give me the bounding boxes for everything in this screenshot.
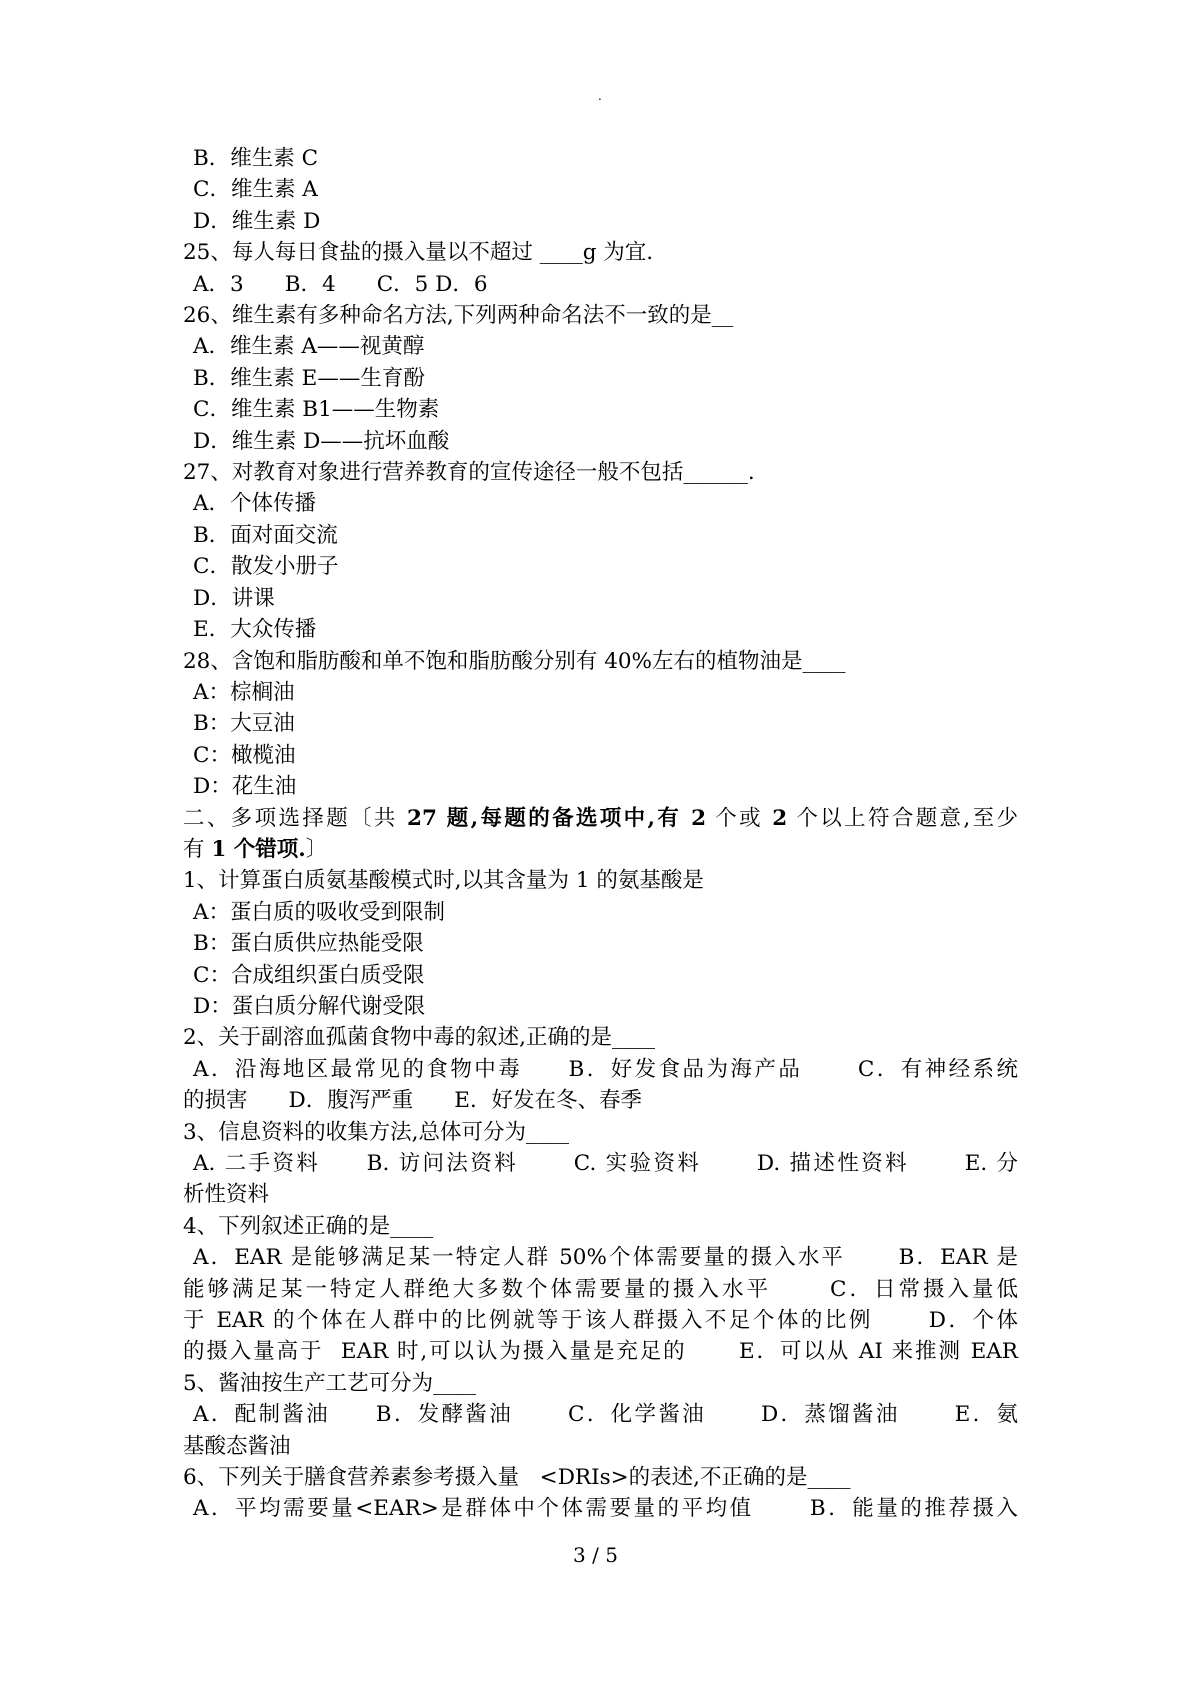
option-a-mq1: A：蛋白质的吸收受到限制 — [193, 899, 446, 925]
question-25: 25、每人每日食盐的摄入量以不超过 ____g 为宜. — [183, 240, 654, 266]
document-body — [183, 143, 1018, 1525]
option-a-q27: A．个体传播 — [193, 491, 317, 517]
option-d-mq1: D：蛋白质分解代谢受限 — [193, 993, 426, 1019]
options-mq2: A．沿海地区最常见的食物中毒 B．好发食品为海产品 C．有神经系统 — [193, 1056, 1018, 1082]
mq-question-4: 4、下列叙述正确的是____ — [183, 1213, 434, 1239]
option-b-q24: B．维生素 C — [193, 146, 319, 171]
mq-question-6: 6、下列关于膳食营养素参考摄入量 <DRIs>的表述,不正确的是____ — [183, 1465, 851, 1491]
options-mq5-cont: 基酸态酱油 — [183, 1433, 291, 1459]
options-mq6: A．平均需要量<EAR>是群体中个体需要量的平均值 B．能量的推荐摄入 — [193, 1496, 1018, 1522]
options-mq3: A. 二手资料 B. 访问法资料 C. 实验资料 D. 描述性资料 E. 分 — [193, 1151, 1018, 1176]
options-mq4-cont-3: 的摄入量高于 EAR 时,可以认为摄入量是充足的 E．可以从 AI 来推测 EAR — [183, 1339, 1018, 1365]
option-a-q28: A：棕榈油 — [193, 679, 295, 705]
options-mq4: A．EAR 是能够满足某一特定人群 50%个体需要量的摄入水平 B．EAR 是 — [193, 1245, 1018, 1271]
question-28: 28、含饱和脂肪酸和单不饱和脂肪酸分别有 40%左右的植物油是____ — [183, 648, 846, 674]
option-e-q27: E．大众传播 — [193, 617, 317, 643]
option-c-q26: C．维生素 B1——生物素 — [193, 397, 440, 423]
options-mq5: A．配制酱油 B．发酵酱油 C．化学酱油 D．蒸馏酱油 E．氨 — [193, 1402, 1018, 1428]
header-dot: . — [598, 89, 602, 103]
option-d-q27: D．讲课 — [193, 585, 275, 611]
mq-question-1: 1、计算蛋白质氨基酸模式时,以其含量为 1 的氨基酸是 — [183, 868, 704, 894]
options-mq4-cont-2: 于 EAR 的个体在人群中的比例就等于该人群摄入不足个体的比例 D．个体 — [183, 1308, 1018, 1334]
options-mq3-cont: 析性资料 — [183, 1182, 270, 1208]
options-mq4-cont-1: 能够满足某一特定人群绝大多数个体需要量的摄入水平 C．日常摄入量低 — [183, 1276, 1018, 1302]
option-d-q28: D：花生油 — [193, 774, 297, 800]
mq-question-3: 3、信息资料的收集方法,总体可分为____ — [183, 1119, 570, 1145]
option-d-q26: D．维生素 D——抗坏血酸 — [193, 428, 450, 454]
section-2-heading-cont: 有 1 个错项.〕 — [183, 836, 328, 862]
option-b-q28: B：大豆油 — [193, 711, 295, 737]
options-q25: A．3 B．4 C．5 D．6 — [193, 271, 488, 297]
options-mq2-cont: 的损害 D．腹泻严重 E．好发在冬、春季 — [183, 1088, 642, 1114]
option-b-mq1: B：蛋白质供应热能受限 — [193, 931, 424, 957]
question-26: 26、维生素有多种命名方法,下列两种命名法不一致的是__ — [183, 303, 734, 329]
option-c-q27: C．散发小册子 — [193, 554, 339, 580]
option-c-q24: C．维生素 A — [193, 177, 318, 203]
option-c-q28: C：橄榄油 — [193, 742, 296, 768]
question-27: 27、对教育对象进行营养教育的宣传途径一般不包括______. — [183, 460, 755, 486]
mq-question-5: 5、酱油按生产工艺可分为____ — [183, 1370, 477, 1396]
option-b-q26: B．维生素 E——生育酚 — [193, 365, 425, 391]
section-2-heading: 二、多项选择题〔共 27 题,每题的备选项中,有 2 个或 2 个以上符合题意,至少 — [183, 805, 1018, 831]
page-number: 3 / 5 — [573, 1543, 618, 1567]
mq-question-2: 2、关于副溶血孤菌食物中毒的叙述,正确的是____ — [183, 1025, 656, 1051]
option-c-mq1: C：合成组织蛋白质受限 — [193, 962, 425, 988]
option-b-q27: B．面对面交流 — [193, 522, 338, 548]
option-a-q26: A．维生素 A——视黄醇 — [193, 334, 425, 360]
option-d-q24: D．维生素 D — [193, 208, 321, 234]
